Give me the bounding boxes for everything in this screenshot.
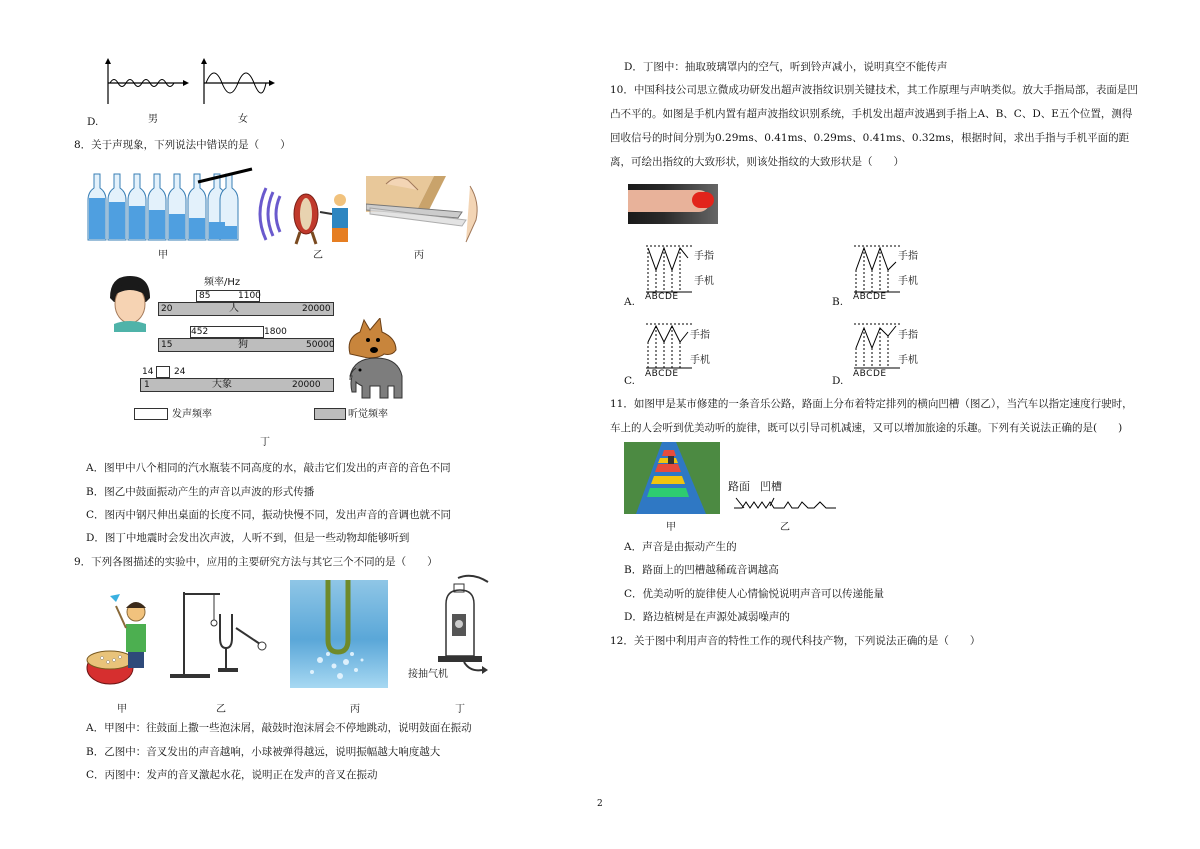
- q9-option-c: C．丙图中：发声的音叉激起水花，说明正在发声的音叉在振动: [86, 769, 378, 781]
- q11-road-photo: [624, 442, 720, 514]
- q10-option-c-label: C.: [624, 375, 635, 387]
- q9-option-a: A．甲图中：往鼓面上撒一些泡沫屑，敲鼓时泡沫屑会不停地跳动，说明鼓面在振动: [86, 722, 472, 734]
- q9-label-ding: 丁: [455, 704, 465, 715]
- q9-option-d: D．丁图中：抽取玻璃罩内的空气，听到铃声减小，说明真空不能传声: [624, 61, 948, 73]
- q11-option-a: A．声音是由振动产生的: [624, 541, 737, 553]
- q8-dog-name: 狗: [238, 339, 248, 350]
- q10-option-c-diagram: [644, 320, 694, 376]
- q10-option-b-label: B.: [832, 296, 844, 308]
- q8-elephant-hear-low: 1: [144, 380, 150, 390]
- q8-human-emit-high: 1100: [238, 291, 261, 301]
- q10-b-axis: ABCDE: [853, 292, 887, 302]
- q8-label-ding: 丁: [260, 437, 270, 448]
- q8-legend-hear-label: 听觉频率: [348, 409, 388, 420]
- q10-option-d-diagram: [852, 320, 902, 376]
- q8-fig-drum: [258, 186, 358, 246]
- q10-option-a-diagram: [644, 240, 694, 300]
- q8-human-hear-high: 20000: [302, 304, 331, 314]
- q8-dog-image: [344, 318, 404, 358]
- q7-male-waveform: [100, 58, 190, 108]
- q8-legend-emit-swatch: [134, 408, 168, 420]
- q8-dog-hear-low: 15: [161, 340, 173, 350]
- q8-stem: 8．关于声现象，下列说法中错误的是（ ）: [74, 139, 291, 151]
- q8-hz-title: 频率/Hz: [204, 277, 241, 288]
- q8-dog-emit-low: 452: [191, 327, 209, 337]
- q9-label-jia: 甲: [117, 704, 127, 715]
- q8-elephant-name: 大象: [212, 379, 232, 390]
- q8-stick: [196, 166, 256, 186]
- page-number: 2: [597, 799, 603, 809]
- q8-legend-hear-swatch: [314, 408, 346, 420]
- q10-a-axis: ABCDE: [645, 292, 679, 302]
- q9-pump-label: 接抽气机: [408, 669, 448, 680]
- q7-female-label: 女: [238, 114, 248, 125]
- q8-elephant-emit-low: 14: [142, 367, 154, 377]
- q8-elephant-emit-high: 24: [174, 367, 186, 377]
- q12-stem: 12．关于图中利用声音的特性工作的现代科技产物，下列说法正确的是（ ）: [610, 635, 981, 647]
- q8-label-yi: 乙: [313, 250, 323, 261]
- q10-stem: 10．中国科技公司思立微成功研发出超声波指纹识别关键技术，其工作原理与声呐类似。放大手指局部，表面是凹凸不平的。如图是手机内置有超声波指纹识别系统，手机发出超声波遇到手指上A、B、C、D、E五个位置，测得回收信号的时间分别为0.29ms、0.41ms、0.29ms、0.41ms、0.32ms，根据时间，求出手指与手机平面的距离，可绘出指纹的大致形状，则该处指纹的大致形状是（ ）: [610, 84, 1138, 168]
- q10-d-phone: 手机: [898, 355, 918, 366]
- q11-option-b: B．路面上的凹槽越稀疏音调越高: [624, 564, 779, 576]
- q11-option-d: D．路边植树是在声源处减弱噪声的: [624, 611, 790, 623]
- q10-b-phone: 手机: [898, 276, 918, 287]
- q9-option-b: B．乙图中：音叉发出的声音越响，小球被弹得越远，说明振幅越大响度越大: [86, 746, 441, 758]
- q9-fig-fork-water: [290, 580, 388, 688]
- q11-label-yi: 乙: [780, 522, 790, 533]
- q9-label-bing: 丙: [350, 704, 360, 715]
- q9-stem: 9．下列各图描述的实验中，应用的主要研究方法与其它三个不同的是（ ）: [74, 556, 438, 568]
- q7-female-waveform: [196, 58, 276, 108]
- q8-elephant-hear-high: 20000: [292, 380, 321, 390]
- q8-elephant-emit-bar: [156, 366, 170, 378]
- q11-groove-diagram: [732, 494, 840, 516]
- q11-option-c: C．优美动听的旋律使人心情愉悦说明声音可以传递能量: [624, 588, 885, 600]
- q8-elephant-image: [346, 354, 406, 402]
- q8-human-name: 人: [229, 303, 239, 314]
- q10-option-b-diagram: [852, 240, 902, 300]
- q11-label-jia: 甲: [666, 522, 676, 533]
- q8-label-jia: 甲: [158, 250, 168, 261]
- q11-road-label: 路面: [728, 480, 750, 493]
- q10-d-axis: ABCDE: [853, 369, 887, 379]
- q8-option-b: B．图乙中鼓面振动产生的声音以声波的形式传播: [86, 486, 315, 498]
- q8-legend-emit-label: 发声频率: [172, 409, 212, 420]
- q10-option-a-label: A.: [624, 296, 635, 308]
- q9-fig-bell-jar: [434, 574, 494, 680]
- q8-human-emit-low: 85: [199, 291, 211, 301]
- q10-d-finger: 手指: [898, 330, 918, 341]
- q8-option-c: C．图丙中钢尺伸出桌面的长度不同，振动快慢不同，发出声音的音调也就不同: [86, 509, 452, 521]
- q10-finger-photo: [628, 184, 718, 224]
- q10-a-phone: 手机: [694, 276, 714, 287]
- q8-fig-ruler: [366, 176, 494, 246]
- q9-label-yi: 乙: [216, 704, 226, 715]
- q9-fig-tuning-fork-ball: [170, 590, 274, 680]
- q8-label-bing: 丙: [414, 250, 424, 261]
- q10-c-finger: 手指: [690, 330, 710, 341]
- q8-human-hear-low: 20: [161, 304, 173, 314]
- q10-c-axis: ABCDE: [645, 369, 679, 379]
- q8-option-a: A．图甲中八个相同的汽水瓶装不同高度的水，敲击它们发出的声音的音色不同: [86, 462, 451, 474]
- q10-c-phone: 手机: [690, 355, 710, 366]
- q8-option-d: D．图丁中地震时会发出次声波，人听不到，但是一些动物却能够听到: [86, 532, 410, 544]
- q9-fig-drum-foam: [86, 594, 156, 688]
- q8-human-face: [104, 274, 154, 332]
- q7-male-label: 男: [148, 114, 158, 125]
- q10-b-finger: 手指: [898, 251, 918, 262]
- q8-dog-hear-high: 50000: [306, 340, 335, 350]
- q11-groove-label: 凹槽: [760, 480, 782, 493]
- q10-option-d-label: D.: [832, 375, 844, 387]
- q10-a-finger: 手指: [694, 251, 714, 262]
- q11-stem: 11．如图甲是某市修建的一条音乐公路，路面上分布着特定排列的横向凹槽（图乙），当汽车以指定速度行驶时，车上的人会听到优美动听的旋律，既可以引导司机减速，又可以增加旅途的乐趣。下列有关说法正确的是( ): [610, 398, 1133, 434]
- q8-dog-emit-high: 1800: [264, 327, 287, 337]
- q7-option-d-label: D.: [87, 116, 99, 128]
